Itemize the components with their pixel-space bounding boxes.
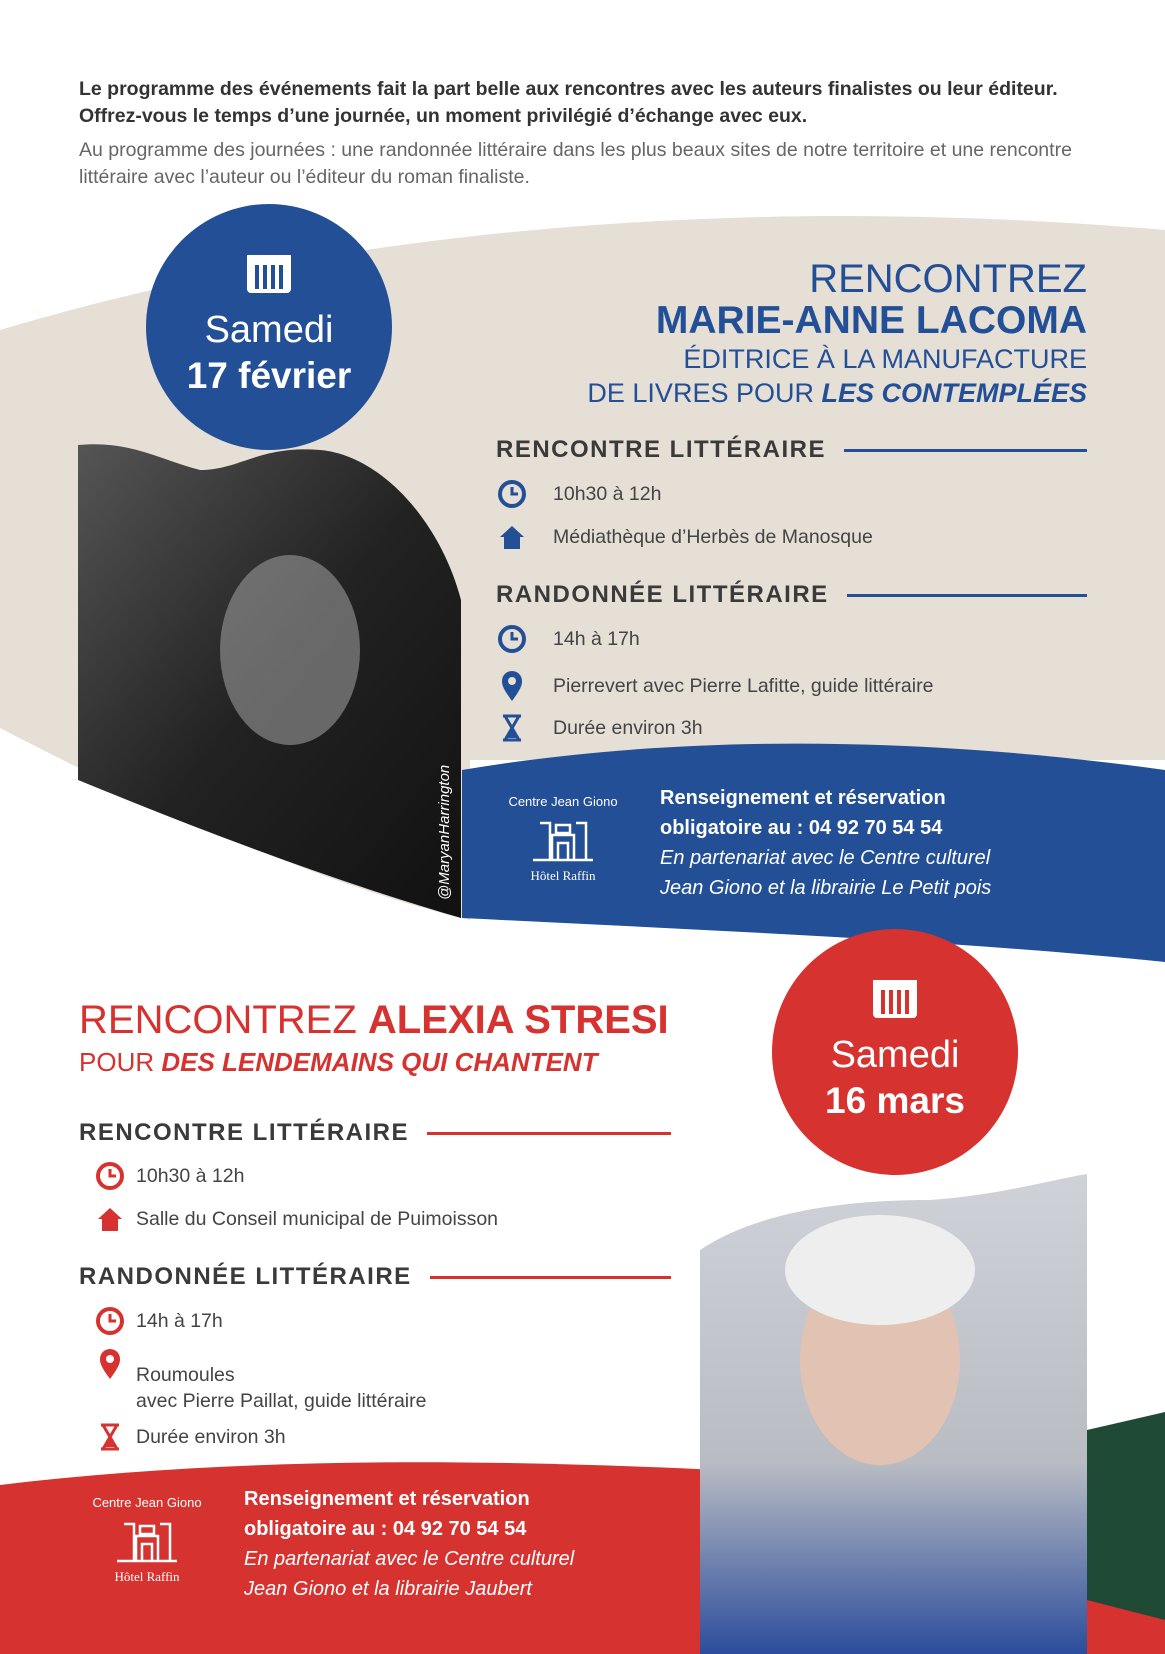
section-rencontre-1: RENCONTRE LITTÉRAIRE [496, 436, 1087, 464]
author-role: ÉDITRICE À LA MANUFACTURE [683, 344, 1087, 374]
item-time: 10h30 à 12h [498, 480, 661, 508]
calendar-icon [873, 980, 917, 1018]
intro-regular: Au programme des journées : une randonnée littéraire dans les plus beaux sites de notre territoire et une rencontre littéraire avec l’auteur ou l’éditeur du roman finaliste. [79, 139, 1072, 188]
author-name: MARIE-ANNE LACOMA [655, 299, 1087, 342]
portrait-hair-2 [785, 1215, 975, 1325]
clock-icon [96, 1307, 124, 1335]
date-text: 16 mars [825, 1080, 965, 1121]
portrait-face [220, 555, 360, 745]
photo-credit: @MaryanHarrington [436, 764, 453, 900]
logo-centre-giono: Centre Jean Giono Hôtel Raffin [508, 794, 618, 883]
section-randonnee-1: RANDONNÉE LITTÉRAIRE [496, 581, 1087, 609]
hourglass-icon [96, 1423, 124, 1451]
hourglass-icon [498, 714, 526, 742]
item-duration: Durée environ 3h [96, 1423, 286, 1451]
title-prefix: RENCONTREZ [809, 257, 1087, 301]
item-place: Médiathèque d’Herbès de Manosque [498, 523, 873, 551]
home-icon [498, 523, 526, 551]
home-icon [96, 1205, 124, 1233]
item-time: 14h à 17h [498, 625, 640, 653]
item-place: Roumoules avec Pierre Paillat, guide littéraire [96, 1350, 426, 1414]
calendar-icon [247, 255, 291, 293]
event2-book: POUR DES LENDEMAINS QUI CHANTENT [79, 1047, 598, 1077]
author-role-2: DE LIVRES POUR LES CONTEMPLÉES [587, 378, 1087, 408]
item-place: Salle du Conseil municipal de Puimoisson [96, 1205, 498, 1233]
info-block-2: Renseignement et réservation obligatoire au : 04 92 70 54 54 En partenariat avec le Centre culturel Jean Giono et la librairie Jaubert [244, 1488, 575, 1600]
event2-title: RENCONTREZ ALEXIA STRESI [79, 998, 669, 1042]
clock-icon [498, 625, 526, 653]
clock-icon [498, 480, 526, 508]
item-place: Pierrevert avec Pierre Lafitte, guide littéraire [498, 672, 933, 700]
info-block-1: Renseignement et réservation obligatoire au : 04 92 70 54 54 En partenariat avec le Centre culturel Jean Giono et la librairie Le Petit pois [660, 787, 992, 899]
date-badge-2 [772, 929, 1018, 1175]
date-badge-1 [146, 204, 392, 450]
item-time: 10h30 à 12h [96, 1162, 244, 1190]
section-randonnee-2: RANDONNÉE LITTÉRAIRE [79, 1263, 671, 1291]
map-pin-icon [96, 1350, 124, 1378]
map-pin-icon [498, 672, 526, 700]
item-duration: Durée environ 3h [498, 714, 703, 742]
date-day: Samedi [204, 309, 334, 351]
logo-centre-giono: Centre Jean Giono Hôtel Raffin [92, 1495, 202, 1584]
event1-title [587, 258, 1087, 410]
item-time: 14h à 17h [96, 1307, 223, 1335]
date-text: 17 février [186, 355, 352, 396]
intro-bold: Le programme des événements fait la part belle aux rencontres avec les auteurs finalistes ou leur éditeur. Offrez-vous le temps d’une journée, un moment privilégié d’échange avec eux. [79, 78, 1058, 127]
clock-icon [96, 1162, 124, 1190]
section-rencontre-2: RENCONTRE LITTÉRAIRE [79, 1119, 671, 1147]
date-day: Samedi [830, 1034, 960, 1076]
